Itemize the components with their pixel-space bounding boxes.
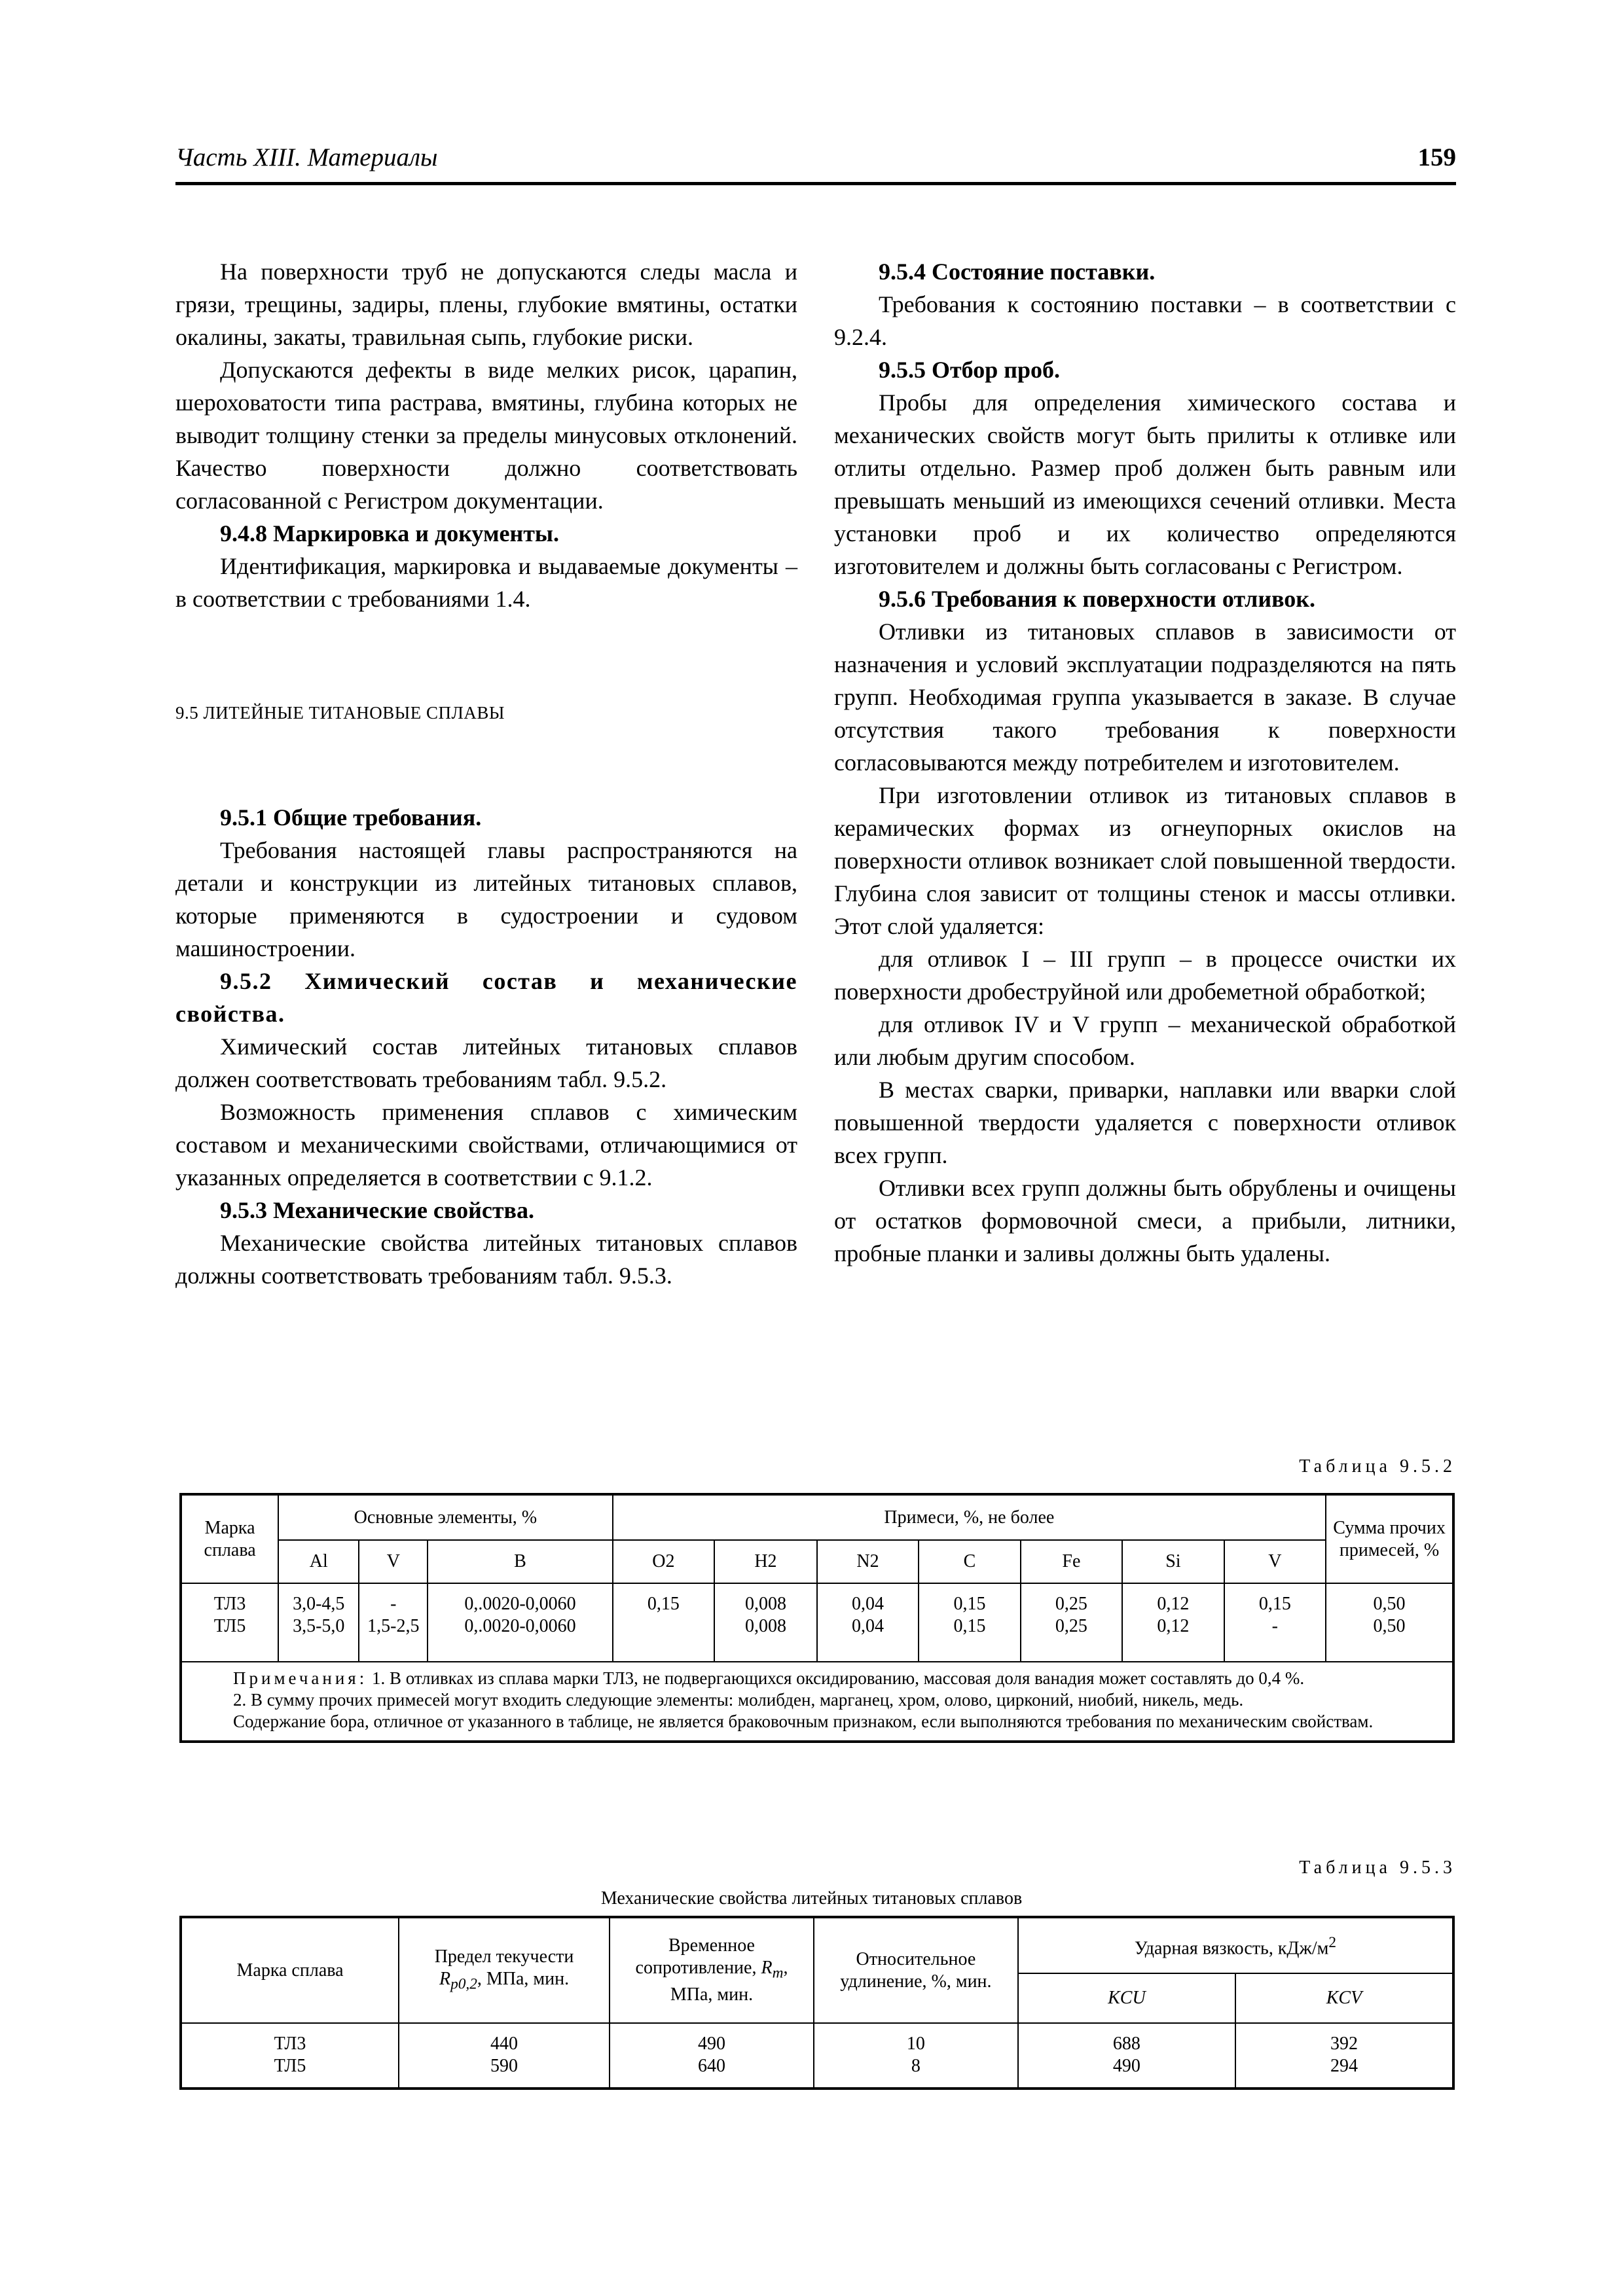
cell-grades: ТЛ3 ТЛ5 xyxy=(181,2023,399,2089)
col-header-grade: Марка сплава xyxy=(181,1917,399,2023)
paragraph: При изготовлении отливок из титановых сплавов в керамических формах из огнеупорных окислов на поверхности отливок возникает слой повышенной твердости. Глубина слоя зависит от толщины стенок и массы отливки. Этот слой удаляется: xyxy=(834,782,1456,939)
cell-n2: 0,04 0,04 xyxy=(817,1583,919,1662)
col-header-c: C xyxy=(919,1540,1020,1583)
cell-fe: 0,25 0,25 xyxy=(1021,1583,1122,1662)
paragraph: На поверхности труб не допускаются следы масла и грязи, трещины, задиры, плены, глубокие вмятины, остатки окалины, закаты, травильная сыпь, глубокие риски. xyxy=(175,259,797,350)
col-header-sum: Сумма прочих примесей, % xyxy=(1326,1494,1453,1583)
paragraph: Отливки из титановых сплавов в зависимости от назначения и условий эксплуатации подразделяются на пять групп. Необходимая группа указывается в заказе. В случае отсутствия такого требования к поверхности согласовываются между потребителем и изготовителем. xyxy=(834,619,1456,776)
col-header-b: B xyxy=(428,1540,612,1583)
left-column xyxy=(175,255,797,1292)
col-header-main-elements: Основные элементы, % xyxy=(278,1494,612,1540)
note-2: 2. В сумму прочих примесей могут входить следующие элементы: молибден, марганец, хром, олово, цирконий, ниобий, никель, медь. xyxy=(233,1690,1244,1710)
cell-c: 0,15 0,15 xyxy=(919,1583,1020,1662)
chemical-composition-table xyxy=(179,1493,1455,1743)
col-header-fe: Fe xyxy=(1021,1540,1122,1583)
cell-kcu: 688 490 xyxy=(1018,2023,1235,2089)
subsection-heading: 9.5.6 Требования к поверхности отливок. xyxy=(879,586,1316,612)
mechanical-properties-table xyxy=(179,1916,1455,2090)
cell-si: 0,12 0,12 xyxy=(1122,1583,1224,1662)
cell-sum: 0,50 0,50 xyxy=(1326,1583,1453,1662)
subsection-heading: 9.5.2 Химический состав и механические свойства. xyxy=(175,968,797,1027)
paragraph: для отливок IV и V групп – механической обработкой или любым другим способом. xyxy=(834,1011,1456,1070)
cell-grades: ТЛ3 ТЛ5 xyxy=(181,1583,278,1662)
col-header-kcu: KCU xyxy=(1018,1973,1235,2023)
subsection-heading: 9.5.4 Состояние поставки. xyxy=(879,259,1156,285)
col-header-o2: O2 xyxy=(613,1540,714,1583)
cell-o2: 0,15 xyxy=(613,1583,714,1662)
page-number: 159 xyxy=(1417,143,1456,171)
paragraph: для отливок I – III групп – в процессе очистки их поверхности дробеструйной или дробеметной обработкой; xyxy=(834,946,1456,1005)
paragraph: Возможность применения сплавов с химическим составом и механическими свойствами, отличающимися от указанных определяется в соответствии с 9.1.2. xyxy=(175,1099,797,1191)
table-title: Механические свойства литейных титановых сплавов xyxy=(600,1888,1023,1909)
paragraph: Идентификация, маркировка и выдаваемые документы – в соответствии с требованиями 1.4. xyxy=(175,553,797,612)
col-header-v-imp: V xyxy=(1224,1540,1326,1583)
subsection-heading: 9.5.5 Отбор проб. xyxy=(879,357,1060,383)
paragraph: В местах сварки, приварки, наплавки или вварки слой повышенной твердости удаляется с поверхности отливок всех групп. xyxy=(834,1077,1456,1168)
col-header-yield: Предел текучести $R_{p0,2}$, МПа, мин. xyxy=(399,1917,610,2023)
running-title: Часть XIII. Материалы xyxy=(175,143,438,171)
subsection-heading: 9.5.3 Механические свойства. xyxy=(220,1197,534,1223)
notes-label: Примечания: xyxy=(233,1668,368,1688)
table-caption: Таблица 9.5.2 xyxy=(1299,1456,1456,1477)
paragraph: Химический состав литейных титановых сплавов должен соответствовать требованиям табл. 9.5.2. xyxy=(175,1033,797,1092)
cell-al: 3,0-4,5 3,5-5,0 xyxy=(278,1583,359,1662)
paragraph: Требования к состоянию поставки – в соответствии с 9.2.4. xyxy=(834,291,1456,350)
table-notes xyxy=(181,1662,1453,1742)
cell-kcv: 392 294 xyxy=(1235,2023,1453,2089)
paragraph: Механические свойства литейных титановых сплавов должны соответствовать требованиям табл. 9.5.3. xyxy=(175,1230,797,1289)
cell-tensile: 490 640 xyxy=(610,2023,814,2089)
paragraph: Требования настоящей главы распространяются на детали и конструкции из литейных титановых сплавов, которые применяются в судостроении и судовом машиностроении. xyxy=(175,837,797,961)
col-header-v: V xyxy=(359,1540,428,1583)
col-header-n2: N2 xyxy=(817,1540,919,1583)
cell-elongation: 10 8 xyxy=(814,2023,1018,2089)
paragraph: Отливки всех групп должны быть обрублены и очищены от остатков формовочной смеси, а прибыли, литники, пробные планки и заливы должны быть удалены. xyxy=(834,1175,1456,1266)
paragraph: Допускаются дефекты в виде мелких рисок, царапин, шероховатости типа растрава, вмятины, глубина которых не выводит толщину стенки за пределы минусовых отклонений. Качество поверхности должно соответствовать согласованной с Регистром документации. xyxy=(175,357,797,514)
cell-b: 0,.0020-0,0060 0,.0020-0,0060 xyxy=(428,1583,612,1662)
col-header-grade: Марка сплава xyxy=(181,1494,278,1583)
col-header-tensile: Временное сопротивление, $R_m$, МПа, мин. xyxy=(610,1917,814,2023)
col-header-si: Si xyxy=(1122,1540,1224,1583)
cell-v: - 1,5-2,5 xyxy=(359,1583,428,1662)
subsection-heading: 9.4.8 Маркировка и документы. xyxy=(220,520,559,547)
cell-h2: 0,008 0,008 xyxy=(714,1583,817,1662)
page-header xyxy=(175,143,1456,185)
col-header-impurities: Примеси, %, не более xyxy=(613,1494,1326,1540)
note-3: Содержание бора, отличное от указанного в таблице, не является браковочным признаком, если выполняются требования по механическим свойствам. xyxy=(233,1712,1374,1731)
right-column xyxy=(834,255,1456,1270)
table-caption: Таблица 9.5.3 xyxy=(1299,1857,1456,1878)
col-header-al: Al xyxy=(278,1540,359,1583)
cell-v-imp: 0,15 - xyxy=(1224,1583,1326,1662)
col-header-kcv: KCV xyxy=(1235,1973,1453,2023)
cell-yield: 440 590 xyxy=(399,2023,610,2089)
note-1: 1. В отливках из сплава марки ТЛ3, не подвергающихся оксидированию, массовая доля ванадия может составлять до 0,4 %. xyxy=(371,1668,1305,1688)
col-header-elongation: Относительное удлинение, %, мин. xyxy=(814,1917,1018,2023)
col-header-h2: H2 xyxy=(714,1540,817,1583)
paragraph: Пробы для определения химического состава и механических свойств могут быть прилиты к отливке или отлиты отдельно. Размер проб должен быть равным или превышать меньший из имеющихся сечений отливки. Места установки проб и их количество определяются изготовителем и должны быть согласованы с Регистром. xyxy=(834,389,1456,579)
section-title: 9.5 ЛИТЕЙНЫЕ ТИТАНОВЫЕ СПЛАВЫ xyxy=(175,703,505,723)
col-header-impact: Ударная вязкость, кДж/$м^2$ xyxy=(1018,1917,1453,1973)
subsection-heading: 9.5.1 Общие требования. xyxy=(220,804,482,831)
